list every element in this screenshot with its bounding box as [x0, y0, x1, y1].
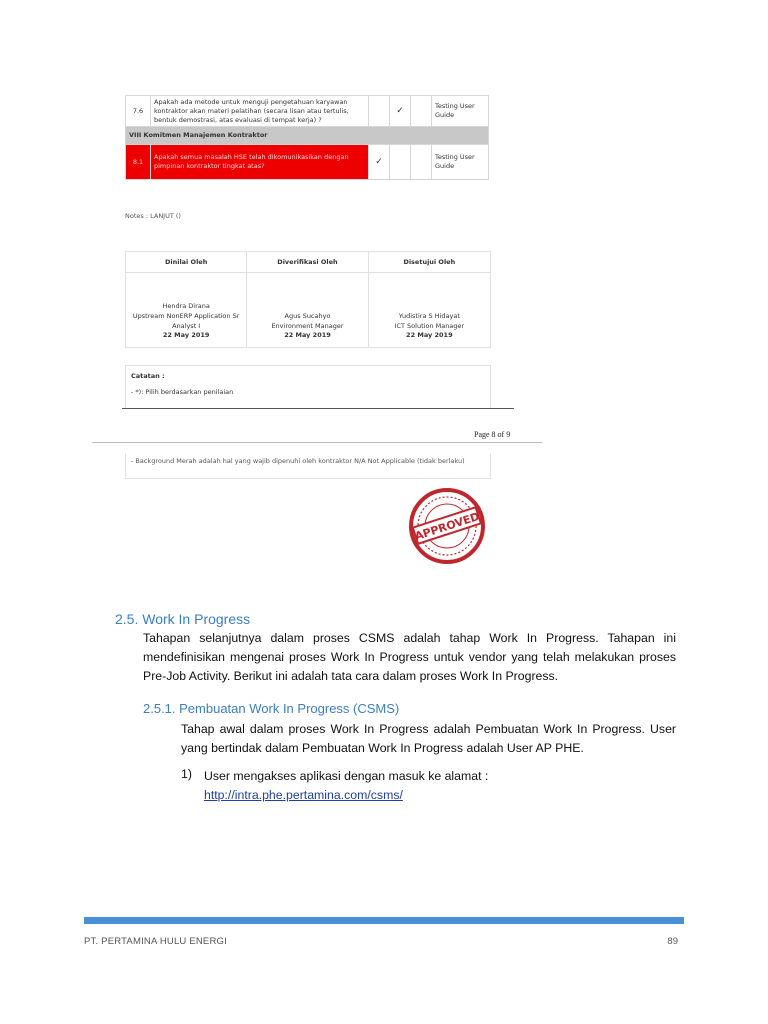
signer-name: Hendra Dirana [162, 302, 210, 310]
signer-title: Environment Manager [271, 321, 344, 330]
notes-text: Notes : LANJUT () [125, 212, 181, 220]
check-mark-icon: ✓ [369, 145, 390, 180]
divider [122, 408, 514, 409]
signer-name: Yudistira S Hidayat [398, 311, 460, 320]
background-note: - Background Merah adalah hal yang wajib dipenuhi oleh kontraktor N/A Not Applicable (tidak berlaku) [131, 457, 465, 465]
signer-title: Upstream NonERP Application Sr Analyst I [132, 311, 240, 330]
signature-column [247, 252, 368, 347]
section-label: VIII Komitmen Manajemen Kontraktor [126, 127, 489, 145]
row-number: 7.6 [126, 96, 151, 127]
catatan-item: - *): Pilih berdasarkan penilaian [131, 388, 234, 396]
signer-date: 22 May 2019 [284, 331, 331, 340]
assessment-table [125, 95, 489, 180]
footer-page-number: 89 [667, 936, 678, 947]
list-item [204, 767, 488, 805]
empty-cell [411, 96, 432, 127]
catatan-title: Catatan : [131, 372, 165, 380]
background-note-box [125, 454, 491, 479]
row-result: Testing User Guide [432, 145, 489, 180]
signature-header: Dinilai Oleh [126, 252, 246, 273]
step-text: User mengakses aplikasi dengan masuk ke alamat : [204, 769, 489, 783]
row-question: Apakah semua masalah HSE telah dikomunikasikan dengan pimpinan kontraktor tingkat atas? [151, 145, 369, 180]
empty-cell [390, 145, 411, 180]
csms-url-link[interactable]: http://intra.phe.pertamina.com/csms/ [204, 788, 403, 802]
subsection-heading: 2.5.1. Pembuatan Work In Progress (CSMS) [143, 701, 400, 716]
table-section-row [126, 127, 489, 145]
footer-bar [84, 917, 684, 924]
footer-company: PT. PERTAMINA HULU ENERGI [84, 936, 227, 947]
signer-name: Agus Sucahyo [284, 311, 331, 320]
signature-header: Diverifikasi Oleh [247, 252, 367, 273]
step-number: 1) [181, 767, 192, 781]
section-heading: 2.5. Work In Progress [115, 611, 251, 627]
signature-header: Disetujui Oleh [369, 252, 490, 273]
subsection-paragraph: Tahap awal dalam proses Work In Progress adalah Pembuatan Work In Progress. User yang bertindak dalam Pembuatan Work In Progress adalah User AP PHE. [181, 722, 676, 755]
page-label: Page 8 of 9 [474, 430, 511, 439]
row-number: 8.1 [126, 145, 151, 180]
signer-date: 22 May 2019 [162, 331, 210, 340]
signature-table [125, 251, 491, 348]
signature-column [369, 252, 490, 347]
signer-title: ICT Solution Manager [394, 321, 465, 330]
empty-cell [369, 96, 390, 127]
approved-stamp-icon [402, 486, 492, 566]
divider [92, 442, 542, 443]
signer-date: 22 May 2019 [406, 331, 453, 340]
row-question: Apakah ada metode untuk menguji pengetahuan karyawan kontraktor akan materi pelatihan (secara lisan atau tertulis, bentuk demostrasi, atas evaluasi di tempat kerja) ? [151, 96, 369, 127]
table-row [126, 145, 489, 180]
check-mark-icon: ✓ [390, 96, 411, 127]
svg-text:APPROVED: APPROVED [413, 509, 482, 544]
table-row [126, 96, 489, 127]
section-paragraph: Tahapan selanjutnya dalam proses CSMS adalah tahap Work In Progress. Tahapan ini mendefinisikan mengenai proses Work In Progress untuk vendor yang telah melakukan proses Pre-Job Activity. Berikut ini adalah tata cara dalam proses Work In Progress. [143, 631, 676, 683]
empty-cell [411, 145, 432, 180]
catatan-box [125, 365, 491, 409]
signature-column [126, 252, 247, 347]
row-result: Testing User Guide [432, 96, 489, 127]
